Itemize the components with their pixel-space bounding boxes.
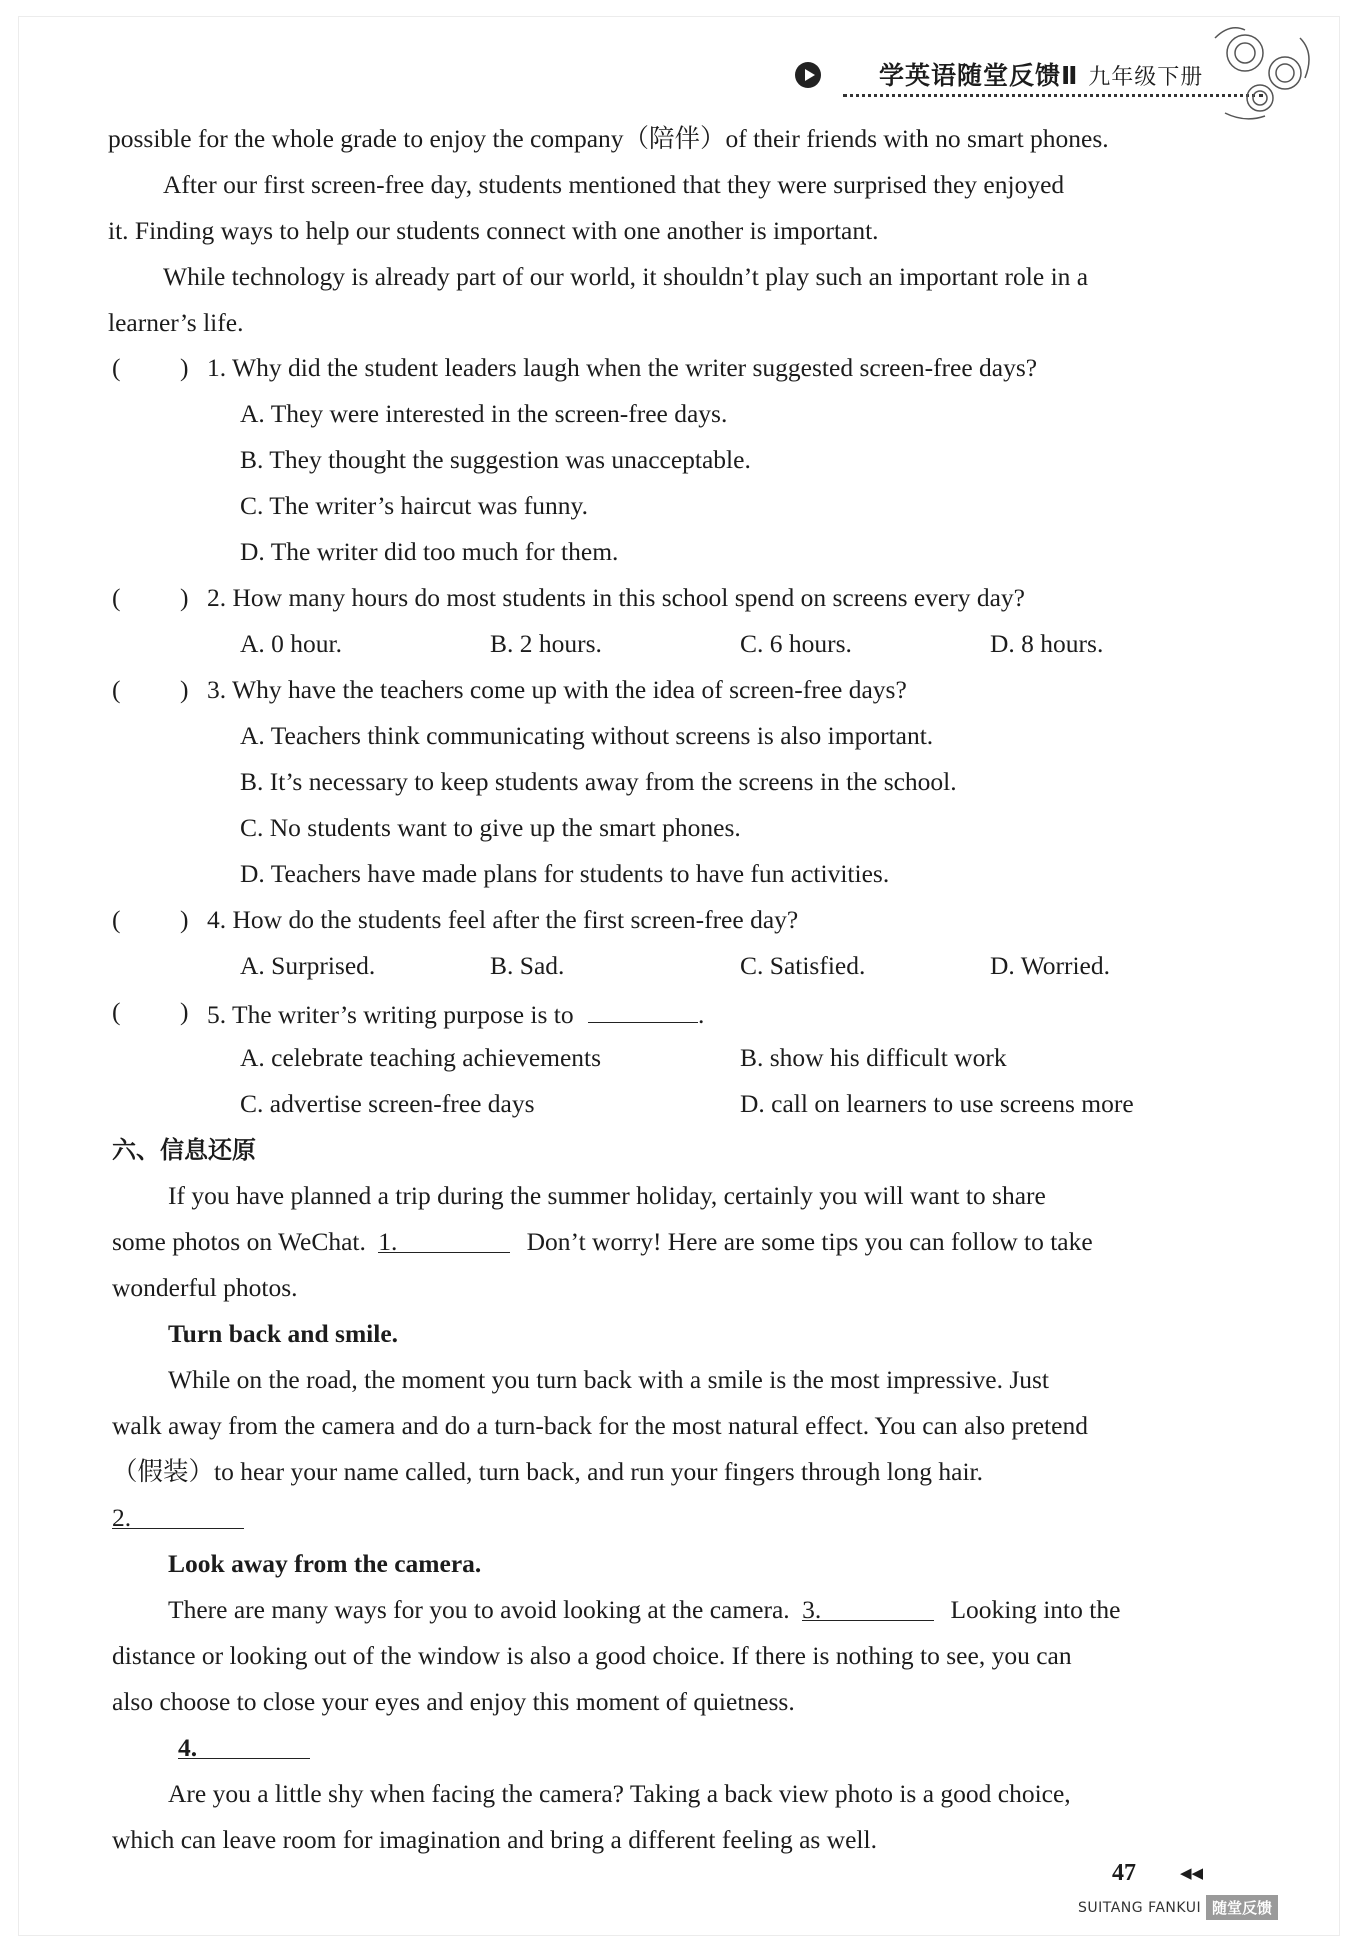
- passage-line: which can leave room for imagination and bring a different feeling as well.: [112, 1825, 877, 1854]
- header-grade: 九年级下册: [1088, 65, 1204, 90]
- answer-blank-1[interactable]: [378, 1224, 510, 1256]
- header-dotted-rule: [843, 94, 1263, 97]
- passage-line: If you have planned a trip during the summer holiday, certainly you will want to share: [168, 1181, 1046, 1210]
- header-title: [879, 56, 1203, 92]
- passage-text: Don’t worry! Here are some tips you can follow to take: [526, 1227, 1093, 1256]
- answer-bracket-open[interactable]: (: [112, 353, 121, 382]
- option: D. The writer did too much for them.: [240, 537, 619, 566]
- option: D. 8 hours.: [990, 629, 1104, 658]
- passage-line: [112, 1224, 1093, 1260]
- question-stem-text: 5. The writer’s writing purpose is to: [207, 1000, 574, 1029]
- question-stem: [207, 994, 704, 1033]
- passage-line: [178, 1730, 310, 1766]
- question-stem: 2. How many hours do most students in this school spend on screens every day?: [207, 583, 1026, 612]
- option: C. Satisfied.: [740, 951, 866, 980]
- question-stem-end: .: [698, 1000, 705, 1029]
- option: A. They were interested in the screen-free days.: [240, 399, 728, 428]
- answer-blank-4[interactable]: [178, 1730, 310, 1762]
- question-stem: 4. How do the students feel after the first screen-free day?: [207, 905, 799, 934]
- passage-text: There are many ways for you to avoid looking at the camera.: [168, 1595, 790, 1624]
- option: D. Teachers have made plans for students to have fun activities.: [240, 859, 890, 888]
- page-header: [795, 56, 1265, 100]
- passage-line: [112, 1500, 244, 1536]
- passage-line: distance or looking out of the window is also a good choice. If there is nothing to see, you can: [112, 1641, 1072, 1670]
- answer-bracket-open[interactable]: (: [112, 905, 121, 934]
- answer-blank-3[interactable]: [802, 1592, 934, 1624]
- question-stem: 1. Why did the student leaders laugh when the writer suggested screen-free days?: [207, 353, 1038, 382]
- answer-bracket-close: ): [180, 353, 189, 382]
- option: D. call on learners to use screens more: [740, 1089, 1134, 1118]
- option: B. 2 hours.: [490, 629, 602, 658]
- answer-bracket-open[interactable]: (: [112, 997, 121, 1026]
- option: B. They thought the suggestion was unacceptable.: [240, 445, 751, 474]
- option: C. advertise screen-free days: [240, 1089, 535, 1118]
- answer-blank[interactable]: [588, 994, 698, 1023]
- answer-bracket-close: ): [180, 583, 189, 612]
- answer-bracket-open[interactable]: (: [112, 583, 121, 612]
- passage-line: While technology is already part of our world, it shouldn’t play such an important role in a: [163, 262, 1089, 291]
- passage-line: learner’s life.: [108, 308, 244, 337]
- option: B. Sad.: [490, 951, 565, 980]
- subheading: Look away from the camera.: [168, 1549, 482, 1578]
- passage-line: possible for the whole grade to enjoy the company（陪伴）of their friends with no smart phones.: [108, 124, 1109, 153]
- passage-line: it. Finding ways to help our students connect with one another is important.: [108, 216, 879, 245]
- blank-number: 4.: [178, 1733, 198, 1762]
- option: B. show his difficult work: [740, 1043, 1007, 1072]
- passage-line: While on the road, the moment you turn back with a smile is the most impressive. Just: [168, 1365, 1050, 1394]
- passage-line: walk away from the camera and do a turn-back for the most natural effect. You can also pretend: [112, 1411, 1088, 1440]
- answer-bracket-open[interactable]: (: [112, 675, 121, 704]
- option: B. It’s necessary to keep students away from the screens in the school.: [240, 767, 957, 796]
- option: A. 0 hour.: [240, 629, 342, 658]
- footer-brand: SUITANG FANKUI: [1078, 1900, 1202, 1916]
- page-number: 47: [1112, 1860, 1136, 1886]
- passage-text: some photos on WeChat.: [112, 1227, 366, 1256]
- blank-number: 3.: [802, 1595, 822, 1624]
- question-stem: 3. Why have the teachers come up with the idea of screen-free days?: [207, 675, 907, 704]
- flower-decoration-icon: [1205, 18, 1325, 128]
- play-icon: [795, 62, 821, 88]
- option: C. No students want to give up the smart phones.: [240, 813, 741, 842]
- option: D. Worried.: [990, 951, 1110, 980]
- answer-bracket-close: ): [180, 997, 189, 1026]
- subheading: Turn back and smile.: [168, 1319, 399, 1348]
- option: C. 6 hours.: [740, 629, 852, 658]
- passage-line: After our first screen-free day, students mentioned that they were surprised they enjoyed: [163, 170, 1065, 199]
- passage-line: [168, 1592, 1120, 1628]
- option: C. The writer’s haircut was funny.: [240, 491, 588, 520]
- header-title-text: 学英语随堂反馈Ⅱ: [879, 61, 1079, 90]
- option: A. celebrate teaching achievements: [240, 1043, 602, 1072]
- answer-bracket-close: ): [180, 905, 189, 934]
- passage-line: wonderful photos.: [112, 1273, 298, 1302]
- passage-line: Are you a little shy when facing the camera? Taking a back view photo is a good choice,: [168, 1779, 1071, 1808]
- option: A. Teachers think communicating without screens is also important.: [240, 721, 934, 750]
- passage-line: （假装）to hear your name called, turn back, and run your fingers through long hair.: [112, 1457, 984, 1486]
- answer-blank-2[interactable]: [112, 1500, 244, 1532]
- blank-number: 1.: [378, 1227, 398, 1256]
- section-heading: 六、信息还原: [112, 1136, 256, 1164]
- answer-bracket-close: ): [180, 675, 189, 704]
- passage-text: Looking into the: [950, 1595, 1121, 1624]
- passage-line: also choose to close your eyes and enjoy this moment of quietness.: [112, 1687, 795, 1716]
- double-arrow-left-icon: ◀◀: [1180, 1864, 1204, 1882]
- blank-number: 2.: [112, 1503, 132, 1532]
- option: A. Surprised.: [240, 951, 376, 980]
- footer-tag: 随堂反馈: [1206, 1895, 1278, 1920]
